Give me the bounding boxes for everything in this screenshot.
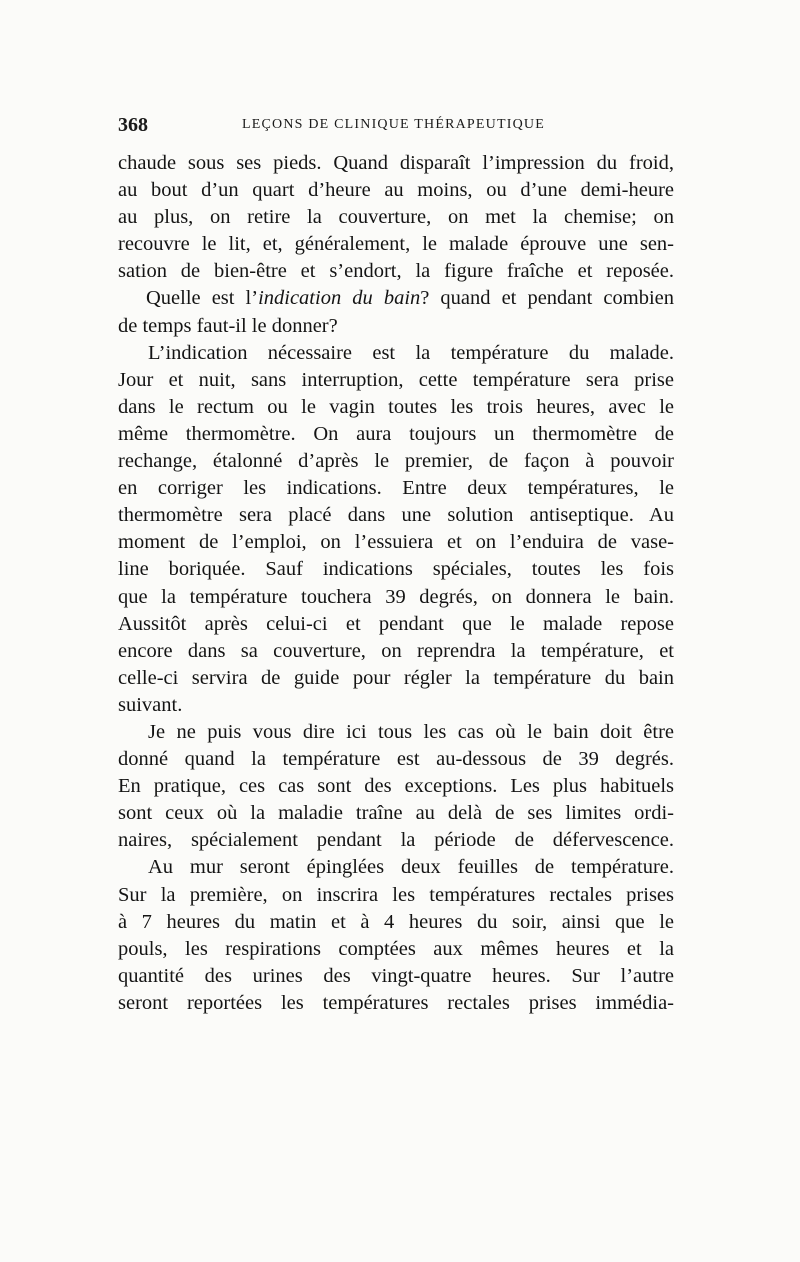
text-line: rechange, étalonné d’après le premier, de façon à pouvoir	[118, 450, 674, 473]
text-line: suivant.	[118, 693, 183, 716]
text-line: en corriger les indications. Entre deux températures, le	[118, 477, 674, 500]
text-line: moment de l’emploi, on l’essuiera et on l’enduira de vase-	[118, 531, 674, 554]
page-number: 368	[118, 114, 148, 136]
text-line: donné quand la température est au-dessous de 39 degrés.	[118, 748, 674, 771]
text-line: au bout d’un quart d’heure au moins, ou d’une demi-heure	[118, 179, 674, 202]
text-line: En pratique, ces cas sont des exceptions. Les plus habituels	[118, 775, 674, 798]
text-line: naires, spécialement pendant la période de défervescence.	[118, 829, 674, 852]
text-line: pouls, les respirations comptées aux mêmes heures et la	[118, 937, 674, 960]
text-line: même thermomètre. On aura toujours un thermomètre de	[118, 422, 674, 445]
text-line: sont ceux où la maladie traîne au delà de ses limites ordi-	[118, 802, 674, 825]
text-line: thermomètre sera placé dans une solution antiseptique. Au	[118, 504, 674, 527]
text-line: sation de bien-être et s’endort, la figure fraîche et reposée.	[118, 260, 674, 283]
body-text	[118, 150, 674, 1017]
text-line: que la température touchera 39 degrés, on donnera le bain.	[118, 585, 674, 608]
text-line: Au mur seront épinglées deux feuilles de température.	[148, 856, 674, 879]
text-line: Je ne puis vous dire ici tous les cas où le bain doit être	[148, 720, 674, 743]
italic-phrase: indication du bain	[258, 287, 421, 310]
text-line: de temps faut-il le donner?	[118, 314, 338, 337]
text-span: Quelle est l’	[146, 287, 259, 310]
text-line: quantité des urines des vingt-quatre heures. Sur l’autre	[118, 964, 674, 987]
text-line: encore dans sa couverture, on reprendra la température, et	[118, 639, 674, 662]
text-line: au plus, on retire la couverture, on met la chemise; on	[118, 206, 674, 229]
text-line: Sur la première, on inscrira les températures rectales prises	[118, 883, 674, 906]
text-line: recouvre le lit, et, généralement, le malade éprouve une sen-	[118, 233, 674, 256]
text-line: celle-ci servira de guide pour régler la température du bain	[118, 666, 674, 689]
text-line: Jour et nuit, sans interruption, cette température sera prise	[118, 368, 674, 391]
text-line: dans le rectum ou le vagin toutes les trois heures, avec le	[118, 395, 674, 418]
text-line: chaude sous ses pieds. Quand disparaît l’impression du froid,	[118, 152, 674, 174]
page-header	[118, 114, 682, 140]
text-span: ? quand et pendant combien	[420, 287, 674, 310]
text-line: seront reportées les températures rectales prises immédia-	[118, 991, 674, 1014]
text-line: Aussitôt après celui-ci et pendant que le malade repose	[118, 612, 674, 635]
text-line: à 7 heures du matin et à 4 heures du soir, ainsi que le	[118, 910, 674, 933]
text-line	[118, 285, 674, 312]
running-title: LEÇONS DE CLINIQUE THÉRAPEUTIQUE	[242, 117, 545, 132]
text-line: L’indication nécessaire est la température du malade.	[148, 341, 674, 364]
text-line: line boriquée. Sauf indications spéciales, toutes les fois	[118, 558, 674, 581]
